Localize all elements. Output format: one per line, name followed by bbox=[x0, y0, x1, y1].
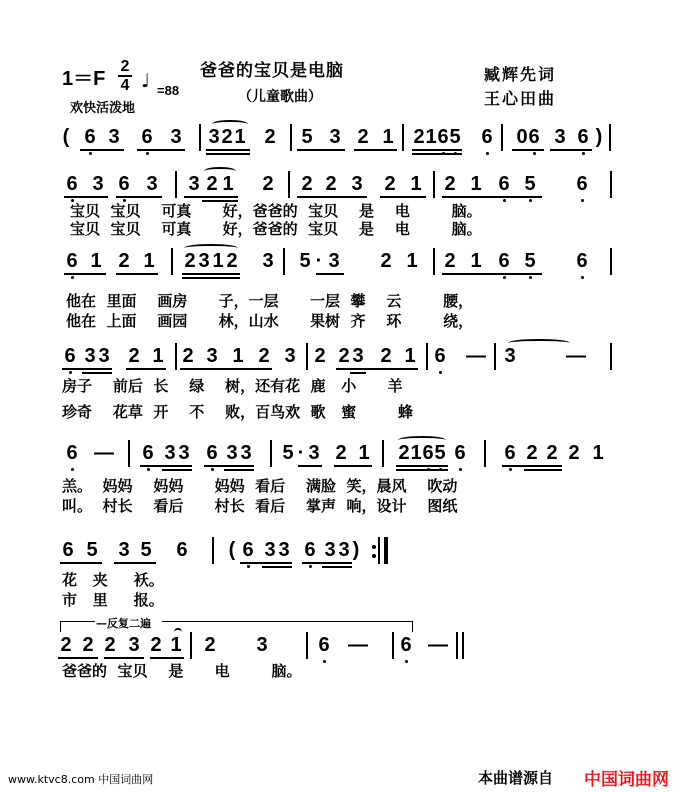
note: 3 bbox=[206, 345, 218, 367]
note: 2 bbox=[104, 634, 116, 656]
lyric-row: 珍奇 花草 开 不 败，百鸟欢 歌 蜜 蜂 bbox=[62, 403, 414, 421]
lyricist-credit: 臧辉先词 bbox=[484, 65, 557, 84]
time-signature bbox=[116, 58, 134, 94]
barline bbox=[484, 440, 486, 467]
barline bbox=[212, 537, 214, 564]
barline bbox=[402, 124, 404, 151]
barline bbox=[283, 248, 285, 275]
note: 1 bbox=[425, 126, 437, 148]
note: 6 bbox=[437, 126, 449, 148]
barline bbox=[609, 124, 611, 151]
note: 0 bbox=[516, 126, 528, 148]
low-octave-dot bbox=[529, 199, 532, 202]
low-octave-dot bbox=[581, 199, 584, 202]
note: 6 bbox=[504, 442, 516, 464]
score-line-7 bbox=[52, 633, 642, 659]
note: 6 bbox=[142, 442, 154, 464]
low-octave-dot bbox=[529, 276, 532, 279]
note: 1 bbox=[212, 250, 224, 272]
repeat-dot bbox=[372, 554, 376, 558]
barline bbox=[426, 343, 428, 370]
note: 3 bbox=[351, 173, 363, 195]
lyric-row: 房子 前后 长 绿 树，还有花 鹿 小 羊 bbox=[62, 377, 403, 395]
note: 1 bbox=[234, 126, 246, 148]
note: 3 bbox=[188, 173, 200, 195]
note: 2 bbox=[325, 173, 337, 195]
lyric-row: 他在 里面 画房 子，一层 一层 攀 云 腰， bbox=[66, 292, 474, 310]
lyric-row: 花 夹 袄。 bbox=[62, 571, 164, 589]
note: 3 bbox=[284, 345, 296, 367]
beam-underline bbox=[80, 149, 124, 151]
note: ( bbox=[228, 539, 236, 561]
note: 6 bbox=[528, 126, 540, 148]
beam-underline bbox=[224, 469, 254, 471]
beam-underline bbox=[126, 368, 166, 370]
note: 2 bbox=[301, 173, 313, 195]
barline bbox=[610, 343, 612, 370]
tie-slur bbox=[398, 436, 446, 444]
beam-underline bbox=[140, 465, 192, 467]
lyric-row: 宝贝 宝贝 可真 好，爸爸的 宝贝 是 电 脑。 bbox=[70, 202, 482, 220]
note: 3 bbox=[164, 442, 176, 464]
barline bbox=[306, 632, 308, 659]
beam-underline bbox=[412, 149, 462, 151]
note: 3 bbox=[329, 126, 341, 148]
tempo-marking: =88 bbox=[157, 83, 180, 98]
beam-underline bbox=[396, 469, 448, 471]
note: 3 bbox=[324, 539, 336, 561]
note: 2 bbox=[314, 345, 326, 367]
note: 3 bbox=[308, 442, 320, 464]
note: 3 bbox=[178, 442, 190, 464]
note: 6 bbox=[577, 126, 589, 148]
note: 6 bbox=[498, 173, 510, 195]
barline bbox=[270, 440, 272, 467]
beam-underline bbox=[204, 465, 254, 467]
note: 3 bbox=[92, 173, 104, 195]
beam-underline bbox=[182, 277, 240, 279]
note: 6 bbox=[62, 539, 74, 561]
low-octave-dot bbox=[533, 152, 536, 155]
note: 3 bbox=[84, 345, 96, 367]
beam-underline bbox=[524, 469, 562, 471]
note: 6 bbox=[498, 250, 510, 272]
barline bbox=[610, 248, 612, 275]
note: 2 bbox=[380, 345, 392, 367]
tie-slur bbox=[204, 167, 236, 175]
song-title: 爸爸的宝贝是电脑 bbox=[200, 61, 344, 81]
barline bbox=[306, 343, 308, 370]
note: ( bbox=[62, 126, 70, 148]
note: 2 bbox=[221, 126, 233, 148]
beam-underline bbox=[298, 465, 322, 467]
note: 1 bbox=[406, 250, 418, 272]
expression-marking: 欢快活泼地 bbox=[70, 101, 136, 116]
note: 2 bbox=[338, 345, 350, 367]
barline bbox=[433, 171, 435, 198]
note: 3 bbox=[352, 345, 364, 367]
barline bbox=[501, 124, 503, 151]
lyric-row: 叫。 村长 看后 村长 看后 掌声 响，设计 图纸 bbox=[62, 497, 458, 515]
end-barline bbox=[384, 537, 388, 564]
beam-underline bbox=[336, 368, 418, 370]
footer-watermark: www.ktvc8.com 中国词曲网 bbox=[8, 773, 154, 786]
note: — bbox=[466, 345, 486, 367]
beam-underline bbox=[58, 657, 98, 659]
composer-credit: 王心田曲 bbox=[484, 89, 557, 108]
low-octave-dot bbox=[211, 468, 214, 471]
note: 2 bbox=[118, 250, 130, 272]
note: 5 bbox=[140, 539, 152, 561]
repeat-twice-label: —反复二遍 bbox=[96, 617, 151, 630]
note: 2 bbox=[568, 442, 580, 464]
note: 6 bbox=[118, 173, 130, 195]
tie-slur bbox=[508, 339, 570, 347]
quarter-note-icon: ♩ bbox=[141, 70, 150, 92]
note: 6 bbox=[481, 126, 493, 148]
note: 5 bbox=[524, 250, 536, 272]
low-octave-dot bbox=[503, 276, 506, 279]
beam-underline bbox=[184, 196, 238, 198]
note: 1 bbox=[170, 634, 182, 656]
note: 6 bbox=[422, 442, 434, 464]
beam-underline bbox=[442, 273, 542, 275]
note: 6 bbox=[576, 250, 588, 272]
beam-underline bbox=[116, 196, 162, 198]
note: — bbox=[94, 442, 114, 464]
barline bbox=[128, 440, 130, 467]
note: 6 bbox=[176, 539, 188, 561]
note: 2 bbox=[526, 442, 538, 464]
note: 1 bbox=[90, 250, 102, 272]
barline bbox=[433, 248, 435, 275]
beam-underline bbox=[62, 368, 112, 370]
low-octave-dot bbox=[147, 468, 150, 471]
note: 6 bbox=[66, 250, 78, 272]
barline bbox=[392, 632, 394, 659]
beam-underline bbox=[302, 562, 352, 564]
barline bbox=[610, 171, 612, 198]
beam-underline bbox=[316, 273, 344, 275]
beam-underline bbox=[297, 196, 367, 198]
note: 5 bbox=[299, 250, 311, 272]
barline bbox=[175, 171, 177, 198]
lyric-row: 宝贝 宝贝 可真 好，爸爸的 宝贝 是 电 脑。 bbox=[70, 220, 482, 238]
note: 1 bbox=[404, 345, 416, 367]
barline bbox=[462, 632, 464, 659]
note: 1 bbox=[382, 126, 394, 148]
note: 2 bbox=[264, 126, 276, 148]
time-signature-top: 2 bbox=[120, 58, 130, 75]
note: ) bbox=[595, 126, 603, 148]
beam-underline bbox=[64, 273, 106, 275]
note: 2 bbox=[357, 126, 369, 148]
note: 3 bbox=[208, 126, 220, 148]
note: 2 bbox=[60, 634, 72, 656]
low-octave-dot bbox=[582, 152, 585, 155]
note: 5 bbox=[434, 442, 446, 464]
lyric-row: 市 里 报。 bbox=[62, 591, 164, 609]
low-octave-dot bbox=[71, 276, 74, 279]
beam-underline bbox=[240, 562, 292, 564]
note: — bbox=[566, 345, 586, 367]
beam-underline bbox=[206, 153, 250, 155]
beam-underline bbox=[104, 657, 144, 659]
low-octave-dot bbox=[405, 660, 408, 663]
beam-underline bbox=[350, 372, 366, 374]
beam-underline bbox=[60, 562, 102, 564]
note: 3 bbox=[554, 126, 566, 148]
barline bbox=[456, 632, 458, 659]
low-octave-dot bbox=[486, 152, 489, 155]
low-octave-dot bbox=[323, 660, 326, 663]
beam-underline bbox=[512, 149, 544, 151]
note: 3 bbox=[170, 126, 182, 148]
lyric-row: 他在 上面 画园 林，山水 果树 齐 环 绕， bbox=[66, 312, 474, 330]
beam-underline bbox=[180, 368, 272, 370]
note: 6 bbox=[242, 539, 254, 561]
note: 6 bbox=[84, 126, 96, 148]
note: 3 bbox=[338, 539, 350, 561]
note: 2 bbox=[184, 250, 196, 272]
note: 3 bbox=[98, 345, 110, 367]
barline bbox=[288, 171, 290, 198]
note: 1 bbox=[592, 442, 604, 464]
note: 2 bbox=[384, 173, 396, 195]
barline bbox=[378, 537, 380, 564]
note: 1 bbox=[470, 250, 482, 272]
beam-underline bbox=[182, 273, 240, 275]
note: 2 bbox=[128, 345, 140, 367]
note: 3 bbox=[328, 250, 340, 272]
note: 6 bbox=[454, 442, 466, 464]
note: 2 bbox=[413, 126, 425, 148]
note: 5 bbox=[301, 126, 313, 148]
score-line-1 bbox=[52, 125, 642, 151]
key-signature: 1＝F bbox=[62, 68, 106, 90]
note: 3 bbox=[278, 539, 290, 561]
note: 2 bbox=[398, 442, 410, 464]
score-line-4 bbox=[52, 344, 642, 370]
note: 3 bbox=[240, 442, 252, 464]
note: · bbox=[297, 442, 305, 464]
note: ) bbox=[352, 539, 360, 561]
note: 6 bbox=[206, 442, 218, 464]
beam-underline bbox=[162, 469, 192, 471]
barline bbox=[190, 632, 192, 659]
note: 3 bbox=[262, 250, 274, 272]
note: 1 bbox=[222, 173, 234, 195]
score-line-5 bbox=[52, 441, 642, 467]
note: 3 bbox=[118, 539, 130, 561]
low-octave-dot bbox=[509, 468, 512, 471]
note: 2 bbox=[206, 173, 218, 195]
beam-underline bbox=[380, 196, 426, 198]
beam-underline bbox=[550, 149, 592, 151]
note: 2 bbox=[380, 250, 392, 272]
note: 3 bbox=[198, 250, 210, 272]
beam-underline bbox=[354, 149, 397, 151]
note: 2 bbox=[182, 345, 194, 367]
low-octave-dot bbox=[69, 371, 72, 374]
beam-underline bbox=[502, 465, 562, 467]
note: 1 bbox=[152, 345, 164, 367]
beam-underline bbox=[150, 657, 184, 659]
beam-underline bbox=[64, 196, 108, 198]
barline bbox=[494, 343, 496, 370]
note: 2 bbox=[226, 250, 238, 272]
note: 6 bbox=[66, 173, 78, 195]
note: 2 bbox=[262, 173, 274, 195]
footer-source: 本曲谱源自 bbox=[478, 769, 554, 787]
score-line-2 bbox=[52, 172, 642, 198]
note: 5 bbox=[524, 173, 536, 195]
beam-underline bbox=[412, 153, 462, 155]
note: 2 bbox=[150, 634, 162, 656]
note: 3 bbox=[146, 173, 158, 195]
note: 2 bbox=[335, 442, 347, 464]
barline bbox=[175, 343, 177, 370]
beam-underline bbox=[322, 566, 352, 568]
time-signature-bottom: 4 bbox=[120, 77, 130, 94]
note: 1 bbox=[410, 173, 422, 195]
low-octave-dot bbox=[439, 371, 442, 374]
beam-underline bbox=[116, 273, 158, 275]
low-octave-dot bbox=[581, 276, 584, 279]
beam-underline bbox=[82, 372, 112, 374]
note: 6 bbox=[434, 345, 446, 367]
barline bbox=[199, 124, 201, 151]
low-octave-dot bbox=[89, 152, 92, 155]
low-octave-dot bbox=[71, 468, 74, 471]
low-octave-dot bbox=[146, 152, 149, 155]
note: 2 bbox=[546, 442, 558, 464]
note: 2 bbox=[204, 634, 216, 656]
barline bbox=[290, 124, 292, 151]
beam-underline bbox=[114, 562, 156, 564]
low-octave-dot bbox=[503, 199, 506, 202]
note: 1 bbox=[143, 250, 155, 272]
note: 2 bbox=[258, 345, 270, 367]
low-octave-dot bbox=[247, 565, 250, 568]
note: 6 bbox=[66, 442, 78, 464]
lyric-row: 羔。 妈妈 妈妈 妈妈 看后 满脸 笑，晨风 吹动 bbox=[62, 477, 458, 495]
note: 6 bbox=[304, 539, 316, 561]
site-logo: 中国词曲网 bbox=[584, 770, 669, 790]
beam-underline bbox=[396, 465, 448, 467]
note: 6 bbox=[576, 173, 588, 195]
note: 6 bbox=[318, 634, 330, 656]
note: 6 bbox=[64, 345, 76, 367]
beam-underline bbox=[442, 196, 542, 198]
score-line-3 bbox=[52, 249, 642, 275]
note: 6 bbox=[141, 126, 153, 148]
lyric-row: 爸爸的 宝贝 是 电 脑。 bbox=[62, 662, 302, 680]
beam-underline bbox=[297, 149, 345, 151]
note: 5 bbox=[282, 442, 294, 464]
note: 1 bbox=[232, 345, 244, 367]
low-octave-dot bbox=[309, 565, 312, 568]
note: 3 bbox=[226, 442, 238, 464]
note: 3 bbox=[504, 345, 516, 367]
note: 1 bbox=[470, 173, 482, 195]
volta-bracket-left bbox=[60, 621, 95, 632]
score-line-6 bbox=[52, 538, 642, 564]
tie-slur bbox=[184, 244, 238, 252]
note: — bbox=[348, 634, 368, 656]
note: 3 bbox=[256, 634, 268, 656]
note: 3 bbox=[264, 539, 276, 561]
note: 1 bbox=[410, 442, 422, 464]
note: 6 bbox=[400, 634, 412, 656]
tie-slur bbox=[212, 120, 248, 128]
note: 5 bbox=[86, 539, 98, 561]
note: 2 bbox=[82, 634, 94, 656]
low-octave-dot bbox=[459, 468, 462, 471]
beam-underline bbox=[206, 149, 250, 151]
repeat-dot bbox=[372, 545, 376, 549]
barline bbox=[171, 248, 173, 275]
note: — bbox=[428, 634, 448, 656]
note: · bbox=[315, 250, 323, 272]
note: 2 bbox=[444, 250, 456, 272]
beam-underline bbox=[137, 149, 185, 151]
barline bbox=[382, 440, 384, 467]
beam-underline bbox=[262, 566, 292, 568]
note: 3 bbox=[108, 126, 120, 148]
volta-bracket-right bbox=[162, 621, 413, 632]
note: 2 bbox=[444, 173, 456, 195]
note: 1 bbox=[358, 442, 370, 464]
note: 5 bbox=[449, 126, 461, 148]
beam-underline bbox=[334, 465, 372, 467]
note: 3 bbox=[128, 634, 140, 656]
song-subtitle: （儿童歌曲） bbox=[238, 89, 322, 105]
